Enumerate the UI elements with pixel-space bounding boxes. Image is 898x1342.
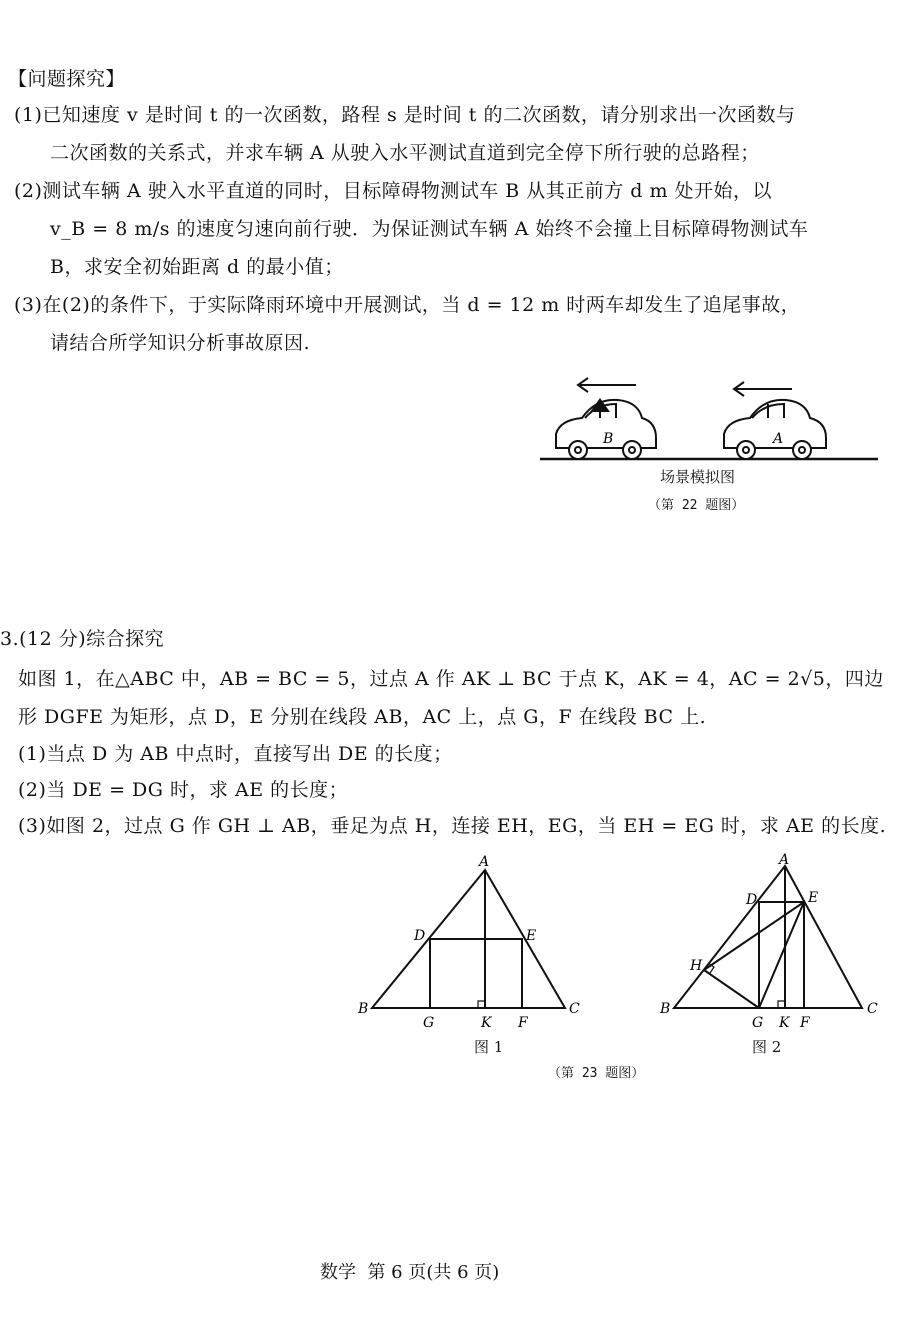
fig1-caption: 图 1	[474, 1038, 504, 1056]
fig2-caption: 图 2	[752, 1038, 782, 1056]
q22-figure-caption: 场景模拟图	[660, 468, 736, 486]
fig2-label-d: D	[746, 892, 758, 908]
q22-part3-line2: 请结合所学知识分析事故原因.	[50, 332, 311, 354]
car-b-label: B	[603, 431, 614, 447]
fig2-label-k: K	[779, 1015, 790, 1031]
fig2-label-h: H	[690, 958, 703, 974]
q23-part3: (3)如图 2，过点 G 作 GH ⊥ AB，垂足为点 H，连接 EH，EG，当 EH = EG 时，求 AE 的长度.	[18, 815, 887, 837]
fig1-label-d: D	[414, 928, 426, 944]
q23-line2: 形 DGFE 为矩形，点 D，E 分别在线段 AB，AC 上，点 G，F 在线段 BC 上.	[18, 706, 707, 728]
q22-part3-line1: (3)在(2)的条件下，于实际降雨环境中开展测试，当 d = 12 m 时两车却发生了追尾事故，	[14, 294, 801, 316]
fig2-label-f: F	[800, 1015, 810, 1031]
fig1-label-k: K	[481, 1015, 492, 1031]
fig2-label-e: E	[808, 890, 819, 906]
q23-part1: (1)当点 D 为 AB 中点时，直接写出 DE 的长度；	[18, 743, 453, 765]
page-footer: 数学 第 6 页(共 6 页)	[320, 1262, 500, 1283]
q22-part1-line1: (1)已知速度 v 是时间 t 的一次函数，路程 s 是时间 t 的二次函数，请分别求出一次函数与	[14, 104, 796, 126]
q23-line1: 如图 1，在△ABC 中，AB = BC = 5，过点 A 作 AK ⊥ BC 于点 K，AK = 4，AC = 2√5，四边	[18, 668, 884, 690]
q22-part2-line3: B，求安全初始距离 d 的最小值；	[50, 256, 344, 278]
fig1-label-e: E	[526, 928, 537, 944]
fig2-label-a: A	[779, 852, 790, 868]
fig1-label-b: B	[358, 1001, 369, 1017]
fig1-label-g: G	[423, 1015, 435, 1031]
fig2-label-c: C	[867, 1001, 878, 1017]
q22-part2-line1: (2)测试车辆 A 驶入水平直道的同时，目标障碍物测试车 B 从其正前方 d m 处开始，以	[14, 180, 773, 202]
q23-figure-number: （第 23 题图）	[548, 1066, 645, 1081]
q23-part2: (2)当 DE = DG 时，求 AE 的长度；	[18, 779, 349, 801]
car-a-label: A	[773, 431, 784, 447]
segment-gh	[704, 970, 759, 1008]
q22-part2-line2: v_B = 8 m/s 的速度匀速向前行驶．为保证测试车辆 A 始终不会撞上目标障碍物测试车	[50, 218, 809, 240]
q22-part1-line2: 二次函数的关系式，并求车辆 A 从驶入水平测试直道到完全停下所行驶的总路程；	[50, 142, 760, 164]
fig1-label-c: C	[569, 1001, 580, 1017]
fig1-label-a: A	[479, 854, 490, 870]
q22-figure-number: （第 22 题图）	[648, 498, 745, 513]
fig1-label-f: F	[518, 1015, 528, 1031]
fig2-label-g: G	[752, 1015, 764, 1031]
fig2-label-b: B	[660, 1001, 671, 1017]
q23-heading: 3.(12 分)综合探究	[0, 628, 165, 650]
section-title: 【问题探究】	[8, 68, 126, 90]
